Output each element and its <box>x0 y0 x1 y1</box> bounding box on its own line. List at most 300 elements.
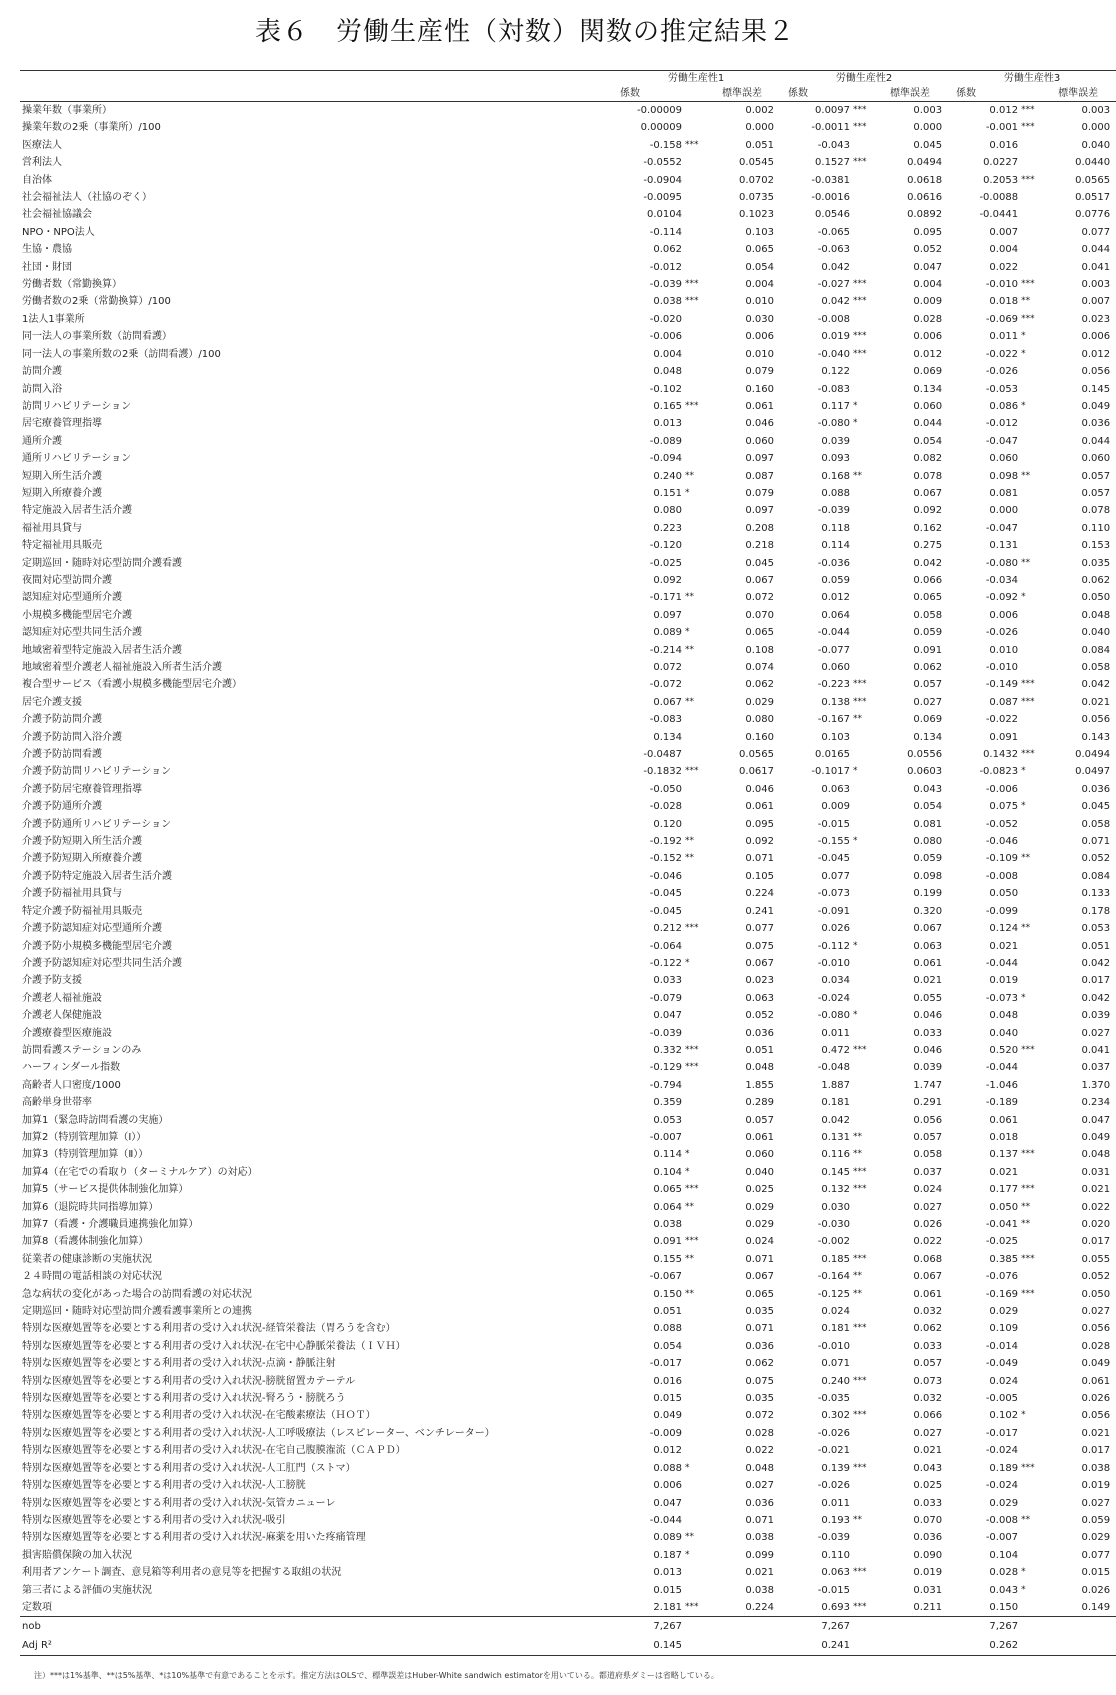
row-label: 操業年数の2乗（事業所）/100 <box>22 122 161 134</box>
significance-cell <box>682 1077 704 1094</box>
significance-cell: * <box>1021 348 1026 359</box>
std-error-cell: 0.004 <box>745 279 775 291</box>
std-error-cell: 0.036 <box>1081 783 1111 795</box>
table-row <box>20 642 1116 659</box>
std-error-cell: 0.042 <box>1081 957 1111 969</box>
significance-cell <box>850 1077 872 1094</box>
coefficient-cell: 0.088 <box>653 1323 682 1335</box>
coefficient-cell: -0.024 <box>985 1480 1019 1492</box>
std-error-cell: 0.044 <box>913 418 943 430</box>
std-error-cell: 0.062 <box>913 1323 943 1335</box>
std-error-cell: 0.087 <box>745 470 775 482</box>
coefficient-cell: 0.051 <box>653 1306 682 1318</box>
significance-cell <box>850 816 872 833</box>
std-error-cell: 0.000 <box>913 122 943 134</box>
coefficient-cell: 0.131 <box>821 1131 851 1143</box>
std-error-cell: 0.042 <box>1081 992 1111 1004</box>
std-error-cell: 0.143 <box>1081 731 1111 743</box>
coefficient-cell: -0.008 <box>817 313 851 325</box>
table-row <box>20 624 1116 641</box>
row-label: 短期入所生活介護 <box>22 470 102 482</box>
coefficient-cell: 0.061 <box>989 1114 1019 1126</box>
coefficient-cell: 0.004 <box>653 348 682 360</box>
coefficient-cell: 0.064 <box>821 609 851 621</box>
std-error-cell: 0.097 <box>745 453 775 465</box>
group-header-3: 労働生産性3 <box>948 71 1116 87</box>
significance-cell: *** <box>853 679 867 690</box>
row-label: 1法人1事業所 <box>22 313 85 325</box>
significance-cell <box>850 1495 872 1512</box>
table-row <box>20 1373 1116 1390</box>
table-row <box>20 102 1116 120</box>
significance-cell: ** <box>685 1288 694 1299</box>
table-row <box>20 659 1116 676</box>
std-error-cell: 0.050 <box>1081 1288 1111 1300</box>
std-error-cell: 0.003 <box>1081 279 1111 291</box>
std-error-cell: 0.021 <box>1081 1427 1111 1439</box>
std-error-cell: 0.006 <box>1081 331 1111 343</box>
coefficient-cell: -0.083 <box>817 383 851 395</box>
std-error-cell: 0.022 <box>745 1445 775 1457</box>
coefficient-cell: 0.139 <box>821 1462 851 1474</box>
significance-cell <box>1018 1059 1040 1076</box>
significance-cell <box>850 1529 872 1546</box>
coefficient-cell: -0.073 <box>985 992 1019 1004</box>
coefficient-cell: 0.039 <box>821 435 851 447</box>
table-row <box>20 1547 1116 1564</box>
std-error-cell: 0.022 <box>913 1236 943 1248</box>
significance-cell <box>682 676 704 693</box>
std-error-cell: 0.080 <box>745 714 775 726</box>
row-label: 介護予防訪問入浴介護 <box>22 731 122 743</box>
significance-cell <box>1018 450 1040 467</box>
significance-cell <box>1018 1425 1040 1442</box>
coefficient-cell: 0.048 <box>989 1010 1019 1022</box>
coefficient-cell: 0.193 <box>821 1514 851 1526</box>
significance-cell <box>850 903 872 920</box>
std-error-cell: 0.090 <box>913 1549 943 1561</box>
coefficient-cell: -0.010 <box>985 662 1019 673</box>
std-error-cell: 0.149 <box>1081 1601 1111 1613</box>
std-error-cell: 0.066 <box>913 1410 943 1422</box>
row-label: 営利法人 <box>22 157 62 169</box>
std-error-cell: 0.067 <box>745 1271 775 1283</box>
significance-cell <box>1018 224 1040 241</box>
table-row <box>20 938 1116 955</box>
std-error-cell: 0.061 <box>745 400 775 412</box>
coefficient-cell: 0.114 <box>821 540 851 552</box>
significance-cell <box>682 1425 704 1442</box>
std-error-cell: 0.023 <box>1081 313 1111 325</box>
table-row <box>20 1512 1116 1529</box>
table-row <box>20 1460 1116 1477</box>
row-label: 介護予防訪問リハビリテーション <box>22 766 172 778</box>
stat-spacer <box>1018 1617 1040 1637</box>
coefficient-cell: -0.0011 <box>811 122 851 134</box>
std-error-cell: 0.043 <box>913 783 943 795</box>
significance-cell <box>682 537 704 554</box>
coefficient-cell: 0.091 <box>989 731 1019 743</box>
significance-cell <box>850 589 872 606</box>
significance-cell <box>682 1355 704 1372</box>
std-error-cell: 0.048 <box>745 1062 775 1074</box>
row-label: 介護予防通所リハビリテーション <box>22 818 172 830</box>
table-row <box>20 415 1116 432</box>
coefficient-cell: 0.177 <box>989 1184 1019 1196</box>
coefficient-cell: -0.001 <box>985 122 1019 134</box>
significance-cell <box>1018 868 1040 885</box>
significance-cell <box>1018 1233 1040 1250</box>
coefficient-cell: 0.015 <box>653 1584 682 1596</box>
std-error-cell: 0.036 <box>745 1340 775 1352</box>
significance-cell <box>682 1390 704 1407</box>
std-error-cell: 0.021 <box>1081 1184 1111 1196</box>
significance-cell <box>1018 206 1040 223</box>
std-error-cell: 0.025 <box>913 1480 943 1492</box>
std-error-cell: 0.160 <box>745 383 775 395</box>
coefficient-cell: 0.302 <box>821 1410 851 1422</box>
std-error-cell: 0.056 <box>1081 1410 1111 1422</box>
significance-cell <box>1018 1129 1040 1146</box>
significance-cell <box>682 711 704 728</box>
row-label: 第三者による評価の実施状況 <box>22 1584 152 1596</box>
std-error-cell: 0.071 <box>745 853 775 865</box>
coefficient-cell: 0.212 <box>653 923 682 935</box>
row-label: 加算8（看護体制強化加算） <box>22 1236 149 1248</box>
significance-cell <box>1018 415 1040 432</box>
significance-cell <box>1018 781 1040 798</box>
significance-cell <box>850 781 872 798</box>
std-error-cell: 0.045 <box>913 139 943 151</box>
significance-cell: *** <box>685 139 699 150</box>
std-error-cell: 0.0517 <box>1075 192 1111 204</box>
coefficient-cell: 0.022 <box>989 261 1019 273</box>
significance-cell <box>682 259 704 276</box>
std-error-cell: 0.058 <box>913 609 943 621</box>
table-row <box>20 1582 1116 1599</box>
coefficient-cell: 0.024 <box>821 1306 851 1318</box>
std-error-cell: 0.275 <box>913 540 943 552</box>
stat-spacer <box>1040 1636 1116 1656</box>
coefficient-cell: 0.240 <box>821 1375 851 1387</box>
std-error-cell: 0.066 <box>913 574 943 586</box>
coefficient-cell: 0.117 <box>821 400 851 412</box>
std-error-cell: 0.069 <box>913 714 943 726</box>
table-row <box>20 955 1116 972</box>
std-error-cell: 0.027 <box>913 1427 943 1439</box>
table-row <box>20 381 1116 398</box>
coefficient-cell: 0.026 <box>821 923 851 935</box>
significance-cell: *** <box>685 279 699 290</box>
table-row <box>20 1529 1116 1546</box>
significance-cell: *** <box>1021 1462 1035 1473</box>
table-row <box>20 1199 1116 1216</box>
std-error-cell: 0.065 <box>913 592 943 604</box>
std-error-cell: 0.098 <box>913 870 943 882</box>
coefficient-cell: -0.171 <box>649 592 682 604</box>
significance-cell <box>1018 885 1040 902</box>
coefficient-cell: 0.080 <box>653 505 682 517</box>
significance-cell: *** <box>1021 696 1035 707</box>
std-error-cell: 0.041 <box>1081 1044 1111 1056</box>
significance-cell <box>682 1495 704 1512</box>
std-error-cell: 0.234 <box>1081 1097 1111 1109</box>
coefficient-cell: 0.145 <box>821 1166 851 1178</box>
significance-cell: * <box>685 1462 690 1473</box>
significance-cell: * <box>853 1010 858 1021</box>
coefficient-cell: 0.189 <box>989 1462 1019 1474</box>
coefficient-cell: -0.067 <box>649 1271 682 1283</box>
std-error-cell: 0.007 <box>1081 296 1111 308</box>
coefficient-cell: 0.012 <box>821 592 851 604</box>
std-error-cell: 0.073 <box>913 1375 943 1387</box>
std-error-cell: 0.051 <box>745 139 775 151</box>
std-error-cell: 1.370 <box>1081 1079 1111 1091</box>
std-error-cell: 0.021 <box>1081 696 1111 708</box>
coefficient-cell: 0.187 <box>653 1549 682 1561</box>
coefficient-cell: 0.110 <box>821 1549 851 1561</box>
std-error-cell: 0.052 <box>1081 1271 1111 1283</box>
std-error-cell: 0.049 <box>1081 1131 1111 1143</box>
coefficient-cell: -0.0904 <box>643 174 682 186</box>
std-error-cell: 0.067 <box>913 923 943 935</box>
std-error-cell: 0.0616 <box>907 192 943 204</box>
coefficient-cell: 1.887 <box>821 1079 851 1091</box>
significance-cell: *** <box>853 1253 867 1264</box>
se-header-2: 標準誤差 <box>872 86 948 102</box>
std-error-cell: 0.224 <box>745 1601 775 1613</box>
std-error-cell: 0.031 <box>913 1584 943 1596</box>
stat-spacer <box>704 1636 780 1656</box>
std-error-cell: 0.103 <box>745 226 775 238</box>
significance-cell <box>1018 642 1040 659</box>
std-error-cell: 0.289 <box>745 1097 775 1109</box>
table-row <box>20 1094 1116 1111</box>
std-error-cell: 0.002 <box>745 105 775 116</box>
std-error-cell: 0.056 <box>1081 714 1111 726</box>
std-error-cell: 0.071 <box>1081 836 1111 848</box>
significance-cell <box>1018 1442 1040 1459</box>
std-error-cell: 0.062 <box>913 662 943 673</box>
coefficient-cell: 0.077 <box>821 870 851 882</box>
coefficient-cell: -0.046 <box>649 870 682 882</box>
coefficient-cell: -0.039 <box>817 505 851 517</box>
row-label: 社会福祉法人（社協のぞく） <box>22 192 152 204</box>
row-label: 加算2（特別管理加算（Ⅰ）） <box>22 1131 147 1143</box>
coefficient-cell: 0.185 <box>821 1253 851 1265</box>
coefficient-cell: -0.024 <box>985 1445 1019 1457</box>
coefficient-cell: 0.359 <box>653 1097 682 1109</box>
coefficient-cell: -0.043 <box>817 139 851 151</box>
significance-cell <box>682 781 704 798</box>
significance-cell <box>1018 137 1040 154</box>
row-label: 特別な医療処置等を必要とする利用者の受け入れ状況-在宅自己腹膜潅流（ＣＡＰＤ） <box>22 1445 406 1457</box>
significance-cell: *** <box>1021 1253 1035 1264</box>
coefficient-cell: -0.045 <box>649 888 682 900</box>
significance-cell <box>850 1547 872 1564</box>
significance-cell <box>850 659 872 676</box>
std-error-cell: 0.045 <box>745 557 775 569</box>
coefficient-cell: 0.122 <box>821 366 851 378</box>
significance-cell <box>682 189 704 206</box>
std-error-cell: 0.038 <box>745 1584 775 1596</box>
coefficient-cell: 0.385 <box>989 1253 1019 1265</box>
std-error-cell: 0.060 <box>745 1149 775 1161</box>
table-row <box>20 1233 1116 1250</box>
table-row <box>20 346 1116 363</box>
significance-cell <box>1018 520 1040 537</box>
std-error-cell: 1.855 <box>745 1079 775 1091</box>
table-row <box>20 1077 1116 1094</box>
coefficient-cell: 0.137 <box>989 1149 1019 1161</box>
coefficient-cell: 0.063 <box>821 1567 851 1579</box>
significance-cell <box>1018 1355 1040 1372</box>
std-error-cell: 0.036 <box>1081 418 1111 430</box>
significance-cell: ** <box>685 836 694 847</box>
significance-cell <box>682 607 704 624</box>
std-error-cell: 0.053 <box>1081 923 1111 935</box>
std-error-cell: 0.067 <box>745 574 775 586</box>
coefficient-cell: -0.149 <box>985 679 1019 691</box>
std-error-cell: 0.029 <box>745 1219 775 1230</box>
std-error-cell: 0.078 <box>913 470 943 482</box>
significance-cell: *** <box>853 296 867 307</box>
std-error-cell: 0.046 <box>745 418 775 430</box>
coefficient-cell: -0.192 <box>649 836 682 848</box>
std-error-cell: 0.1023 <box>739 209 775 221</box>
coefficient-cell: 0.065 <box>653 1184 682 1196</box>
row-label: 同一法人の事業所数の2乗（訪問看護）/100 <box>22 348 221 360</box>
coefficient-cell: -0.080 <box>817 1010 851 1022</box>
significance-cell: * <box>1021 331 1026 342</box>
significance-cell <box>1018 1495 1040 1512</box>
coefficient-cell: 0.016 <box>989 139 1019 151</box>
footnote: 注）***は1%基準、**は5%基準、*は10%基準で有意であることを示す。推定方法はOLSで、標準誤差はHuber-White sandwich estimatorを用いている。都道府県ダミーは省略している。 <box>34 1671 719 1680</box>
row-label: 訪問リハビリテーション <box>22 400 132 412</box>
std-error-cell: 0.224 <box>745 888 775 900</box>
table-row <box>20 1338 1116 1355</box>
std-error-cell: 0.082 <box>913 453 943 465</box>
std-error-cell: 0.035 <box>745 1306 775 1318</box>
coefficient-cell: -0.00009 <box>637 105 682 116</box>
significance-cell <box>1018 816 1040 833</box>
significance-cell <box>682 1007 704 1024</box>
significance-cell <box>1018 1007 1040 1024</box>
std-error-cell: 0.024 <box>913 1184 943 1196</box>
significance-cell <box>850 137 872 154</box>
std-error-cell: 0.0735 <box>739 192 775 204</box>
significance-cell <box>682 746 704 763</box>
table-row <box>20 1251 1116 1268</box>
std-error-cell: 0.048 <box>745 1462 775 1474</box>
row-label: 高齢単身世帯率 <box>22 1097 92 1109</box>
table-row <box>20 119 1116 136</box>
table-row <box>20 781 1116 798</box>
std-error-cell: 0.039 <box>913 1062 943 1074</box>
table-row <box>20 572 1116 589</box>
significance-cell <box>850 1199 872 1216</box>
significance-cell: *** <box>853 1184 867 1195</box>
row-label: 特別な医療処置等を必要とする利用者の受け入れ状況-気管カニューレ <box>22 1497 336 1509</box>
significance-cell: *** <box>685 1184 699 1195</box>
coefficient-cell: -0.007 <box>649 1131 682 1143</box>
table-row <box>20 433 1116 450</box>
coefficient-cell: 0.047 <box>653 1010 682 1022</box>
coefficient-cell: 0.029 <box>989 1306 1019 1318</box>
stat-spacer <box>1018 1636 1040 1656</box>
significance-cell <box>682 1338 704 1355</box>
significance-cell: *** <box>1021 749 1035 760</box>
significance-cell: *** <box>685 1601 699 1612</box>
coefficient-cell: 0.010 <box>989 644 1019 656</box>
table-row <box>20 1129 1116 1146</box>
significance-cell <box>1018 485 1040 502</box>
coefficient-cell: 0.012 <box>989 105 1019 116</box>
std-error-cell: 0.004 <box>913 279 943 291</box>
significance-cell <box>850 363 872 380</box>
coefficient-cell: -0.039 <box>649 279 682 291</box>
table-row <box>20 920 1116 937</box>
coefficient-cell: -0.080 <box>985 557 1019 569</box>
row-label: 労働者数（常勤換算） <box>22 279 122 291</box>
std-error-cell: 0.0565 <box>739 749 775 761</box>
std-error-cell: 0.079 <box>745 366 775 378</box>
coefficient-cell: 0.049 <box>653 1410 682 1422</box>
significance-cell <box>1018 1547 1040 1564</box>
std-error-cell: 0.035 <box>745 1393 775 1405</box>
std-error-cell: 0.046 <box>913 1010 943 1022</box>
std-error-cell: 0.017 <box>1081 1236 1111 1248</box>
row-label: 居宅療養管理指導 <box>22 418 102 430</box>
significance-cell: ** <box>853 470 863 481</box>
significance-cell <box>850 955 872 972</box>
coefficient-cell: 0.693 <box>821 1601 851 1613</box>
table-row <box>20 189 1116 206</box>
coefficient-cell: -0.044 <box>649 1514 682 1526</box>
table-row <box>20 450 1116 467</box>
significance-cell: *** <box>853 696 867 707</box>
significance-cell <box>1018 1529 1040 1546</box>
std-error-cell: 0.061 <box>745 1131 775 1143</box>
significance-cell <box>850 1442 872 1459</box>
significance-cell <box>850 624 872 641</box>
std-error-cell: 0.036 <box>745 1497 775 1509</box>
std-error-cell: 0.108 <box>745 644 775 656</box>
significance-cell: *** <box>853 1410 867 1421</box>
significance-cell <box>682 1129 704 1146</box>
std-error-cell: 0.027 <box>745 1480 775 1492</box>
coefficient-cell: 0.038 <box>653 1219 682 1230</box>
results-table <box>20 70 1116 1656</box>
significance-cell <box>1018 363 1040 380</box>
table-row <box>20 224 1116 241</box>
row-label: 急な病状の変化があった場合の訪問看護の対応状況 <box>22 1288 252 1300</box>
std-error-cell: 0.062 <box>1081 574 1111 586</box>
std-error-cell: 0.0702 <box>739 174 775 186</box>
row-label: 特別な医療処置等を必要とする利用者の受け入れ状況-経管栄養法（胃ろうを含む） <box>22 1323 396 1335</box>
significance-cell <box>850 433 872 450</box>
std-error-cell: 0.075 <box>745 1375 775 1387</box>
significance-cell <box>1018 154 1040 171</box>
significance-cell <box>682 659 704 676</box>
coefficient-cell: 0.048 <box>653 366 682 378</box>
std-error-cell: 0.063 <box>745 992 775 1004</box>
significance-cell <box>850 485 872 502</box>
coefficient-cell: 0.0104 <box>647 209 682 221</box>
significance-cell <box>1018 659 1040 676</box>
std-error-cell: 0.218 <box>745 540 775 552</box>
significance-cell <box>1018 1268 1040 1285</box>
